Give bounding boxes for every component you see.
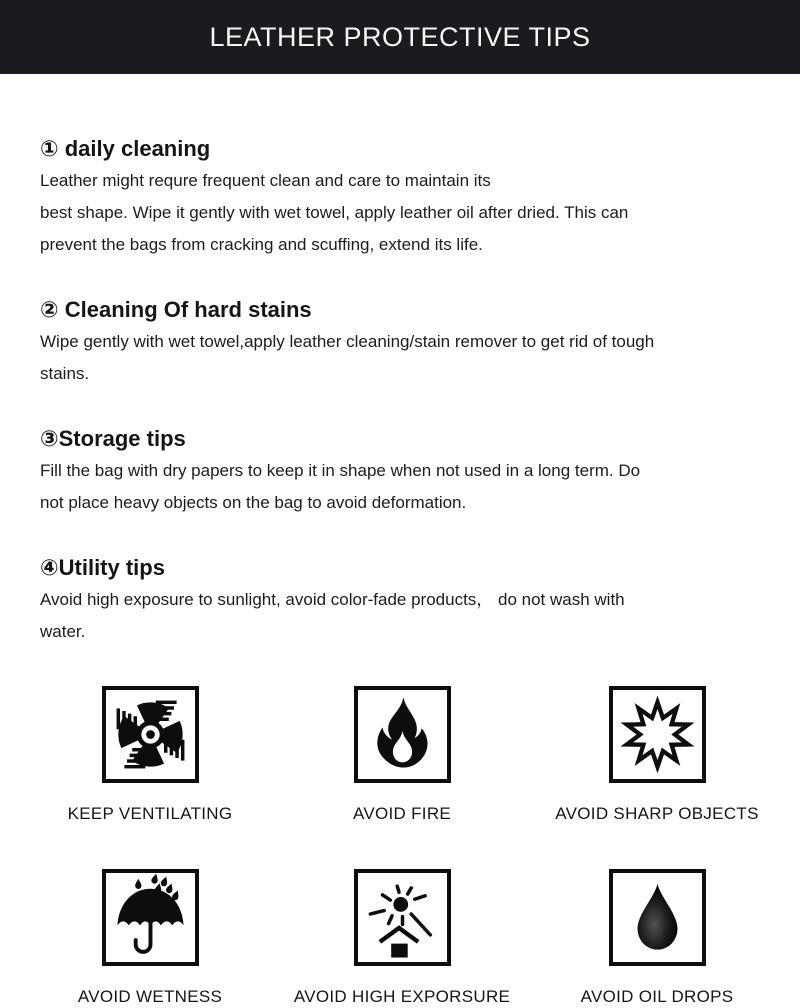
body-line: Wipe gently with wet towel,apply leather cleaning/stain remover to get rid of tough [40, 332, 655, 351]
icon-frame [354, 869, 451, 966]
ventilation-fan-icon [107, 691, 194, 778]
section-body [40, 165, 764, 261]
section-utility-tips [40, 555, 764, 648]
umbrella-rain-icon [107, 874, 194, 961]
page-title: LEATHER PROTECTIVE TIPS [209, 21, 591, 52]
body-line: Avoid high exposure to sunlight, avoid color-fade products， do not wash with [40, 590, 625, 609]
pictogram-label: KEEP VENTILATING [67, 804, 233, 823]
section-heading: ④Utility tips [40, 555, 165, 580]
section-daily-cleaning [40, 136, 764, 261]
flame-icon [359, 691, 446, 778]
pictogram-row-2 [40, 869, 800, 1007]
body-line: Fill the bag with dry papers to keep it in shape when not used in a long term. Do [40, 461, 641, 480]
icon-frame [609, 686, 706, 783]
section-body [40, 455, 764, 519]
section-hard-stains [40, 297, 764, 390]
body-line: not place heavy objects on the bag to avoid deformation. [40, 493, 467, 512]
icon-frame [609, 869, 706, 966]
icon-frame [102, 869, 199, 966]
section-body [40, 326, 764, 390]
body-line: best shape. Wipe it gently with wet towel, apply leather oil after dried. This can [40, 203, 629, 222]
pictogram-row-1 [40, 686, 800, 824]
body-line: water. [40, 622, 86, 641]
body-line: prevent the bags from cracking and scuffing, extend its life. [40, 235, 483, 254]
oil-drop-icon [614, 874, 701, 961]
pictogram-label: AVOID OIL DROPS [580, 987, 734, 1006]
body-line: stains. [40, 364, 90, 383]
sun-shelter-icon [359, 874, 446, 961]
pictogram-avoid-fire [292, 686, 512, 824]
icon-frame [102, 686, 199, 783]
section-heading: ③Storage tips [40, 426, 186, 451]
section-storage-tips [40, 426, 764, 519]
pictogram-keep-ventilating [40, 686, 260, 824]
pictogram-avoid-high-exposure [292, 869, 512, 1007]
pictogram-avoid-sharp-objects [537, 686, 777, 824]
pictogram-label: AVOID SHARP OBJECTS [555, 804, 759, 823]
tips-content [0, 136, 800, 648]
section-body [40, 584, 764, 648]
pictogram-label: AVOID HIGH EXPORSURE [293, 987, 511, 1006]
section-heading: ② Cleaning Of hard stains [40, 297, 312, 322]
icon-frame [354, 686, 451, 783]
pictogram-label: AVOID FIRE [352, 804, 452, 823]
title-banner [0, 0, 800, 74]
pictogram-label: AVOID WETNESS [77, 987, 223, 1006]
body-line: Leather might requre frequent clean and care to maintain its [40, 171, 491, 190]
pictogram-avoid-wetness [40, 869, 260, 1007]
warning-pictograms [0, 686, 800, 1007]
burst-star-icon [614, 691, 701, 778]
pictogram-avoid-oil-drops [537, 869, 777, 1007]
section-heading: ① daily cleaning [40, 136, 211, 161]
